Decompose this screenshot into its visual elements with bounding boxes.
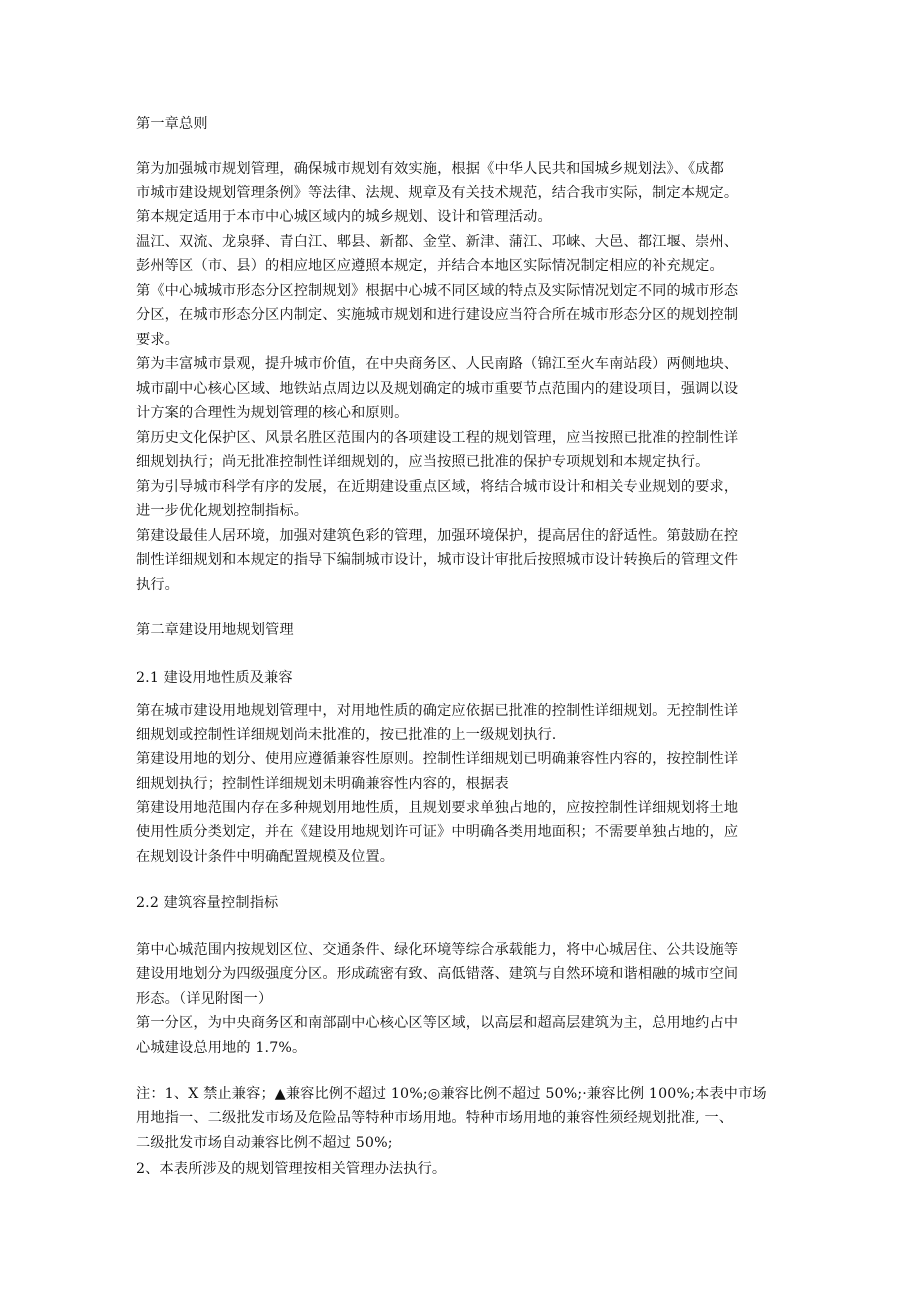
paragraph-line: 计方案的合理性为规划管理的核心和原则。 <box>136 405 409 421</box>
paragraph-line: 细规划或控制性详细规划尚未批准的，按已批准的上一级规划执行. <box>136 727 557 743</box>
paragraph-line: 形态。（详见附图一） <box>136 991 273 1007</box>
section-2-2-heading: 2.2 建筑容量控制指标 <box>136 895 279 911</box>
paragraph-line: 制性详细规划和本规定的指导下编制城市设计，城市设计审批后按照城市设计转换后的管理文件 <box>136 552 739 568</box>
paragraph-line: 在规划设计条件中明确配置规模及位置。 <box>136 849 395 865</box>
paragraph-line: 第为加强城市规划管理，确保城市规划有效实施，根据《中华人民共和国城乡规划法》、《成都 <box>136 161 724 177</box>
paragraph-line: 细规划执行；控制性详细规划未明确兼容性内容的，根据表 <box>136 776 509 792</box>
paragraph-line: 第《中心城城市形态分区控制规划》根据中心城不同区域的特点及实际情况划定不同的城市形态 <box>136 283 739 299</box>
paragraph-line: 第历史文化保护区、风景名胜区范围内的各项建设工程的规划管理，应当按照已批准的控制性详 <box>136 430 739 446</box>
chapter-1-heading: 第一章总则 <box>136 116 208 132</box>
paragraph-line: 使用性质分类划定，并在《建设用地规划许可证》中明确各类用地面积；不需要单独占地的，应 <box>136 824 739 840</box>
paragraph-line: 市城市建设规划管理条例》等法律、法规、规章及有关技术规范，结合我市实际，制定本规定。 <box>136 185 739 201</box>
paragraph-line: 第建设最佳人居环境，加强对建筑色彩的管理，加强环境保护，提高居住的舒适性。第鼓励在控 <box>136 528 739 544</box>
paragraph-line: 第为丰富城市景观，提升城市价值，在中央商务区、人民南路（锦江至火车南站段）两侧地块、 <box>136 356 739 372</box>
paragraph-line: 第建设用地的划分、使用应遵循兼容性原则。控制性详细规划已明确兼容性内容的，按控制性详 <box>136 751 739 767</box>
paragraph-line: 细规划执行；尚无批准控制性详细规划的，应当按照已批准的保护专项规划和本规定执行。 <box>136 454 710 470</box>
paragraph-line: 第为引导城市科学有序的发展，在近期建设重点区域，将结合城市设计和相关专业规划的要求， <box>136 479 739 495</box>
paragraph-line: 温江、双流、龙泉驿、青白江、郫县、新都、金堂、新津、蒲江、邛崃、大邑、都江堰、崇州、 <box>136 234 739 250</box>
note-line: 二级批发市场自动兼容比例不超过 50%; <box>136 1135 393 1151</box>
paragraph-line: 建设用地划分为四级强度分区。形成疏密有致、高低错落、建筑与自然环境和谐相融的城市空间 <box>136 966 739 982</box>
section-2-1-heading: 2.1 建设用地性质及兼容 <box>136 670 293 686</box>
chapter-2-heading: 第二章建设用地规划管理 <box>136 622 294 638</box>
paragraph-line: 第一分区，为中央商务区和南部副中心核心区等区域，以高层和超高层建筑为主，总用地约占中 <box>136 1015 739 1031</box>
note-line: 2、本表所涉及的规划管理按相关管理办法执行。 <box>136 1161 447 1177</box>
paragraph-line: 第在城市建设用地规划管理中，对用地性质的确定应依据已批准的控制性详细规划。无控制性详 <box>136 703 739 719</box>
paragraph-line: 要求。 <box>136 332 180 348</box>
paragraph-line: 心城建设总用地的 1.7%。 <box>136 1040 307 1056</box>
note-line: 用地指一、二级批发市场及危险品等特种市场用地。特种市场用地的兼容性须经规划批准, 一、 <box>136 1110 734 1126</box>
paragraph-line: 进一步优化规划控制指标。 <box>136 503 309 519</box>
paragraph-line: 第建设用地范围内存在多种规划用地性质，且规划要求单独占地的，应按控制性详细规划将土地 <box>136 800 739 816</box>
paragraph-line: 分区，在城市形态分区内制定、实施城市规划和进行建设应当符合所在城市形态分区的规划控制 <box>136 307 739 323</box>
paragraph-line: 执行。 <box>136 577 180 593</box>
paragraph-line: 第中心城范围内按规划区位、交通条件、绿化环境等综合承载能力，将中心城居住、公共设施等 <box>136 942 739 958</box>
paragraph-line: 第本规定适用于本市中心城区域内的城乡规划、设计和管理活动。 <box>136 209 552 225</box>
paragraph-line: 城市副中心核心区域、地铁站点周边以及规划确定的城市重要节点范围内的建设项目，强调以设 <box>136 381 739 397</box>
note-line: 注：1、X 禁止兼容；▲兼容比例不超过 10%;◎兼容比例不超过 50%;·兼容比例 100%;本表中市场 <box>136 1086 767 1102</box>
paragraph-line: 彭州等区（市、县）的相应地区应遵照本规定，并结合本地区实际情况制定相应的补充规定。 <box>136 258 724 274</box>
